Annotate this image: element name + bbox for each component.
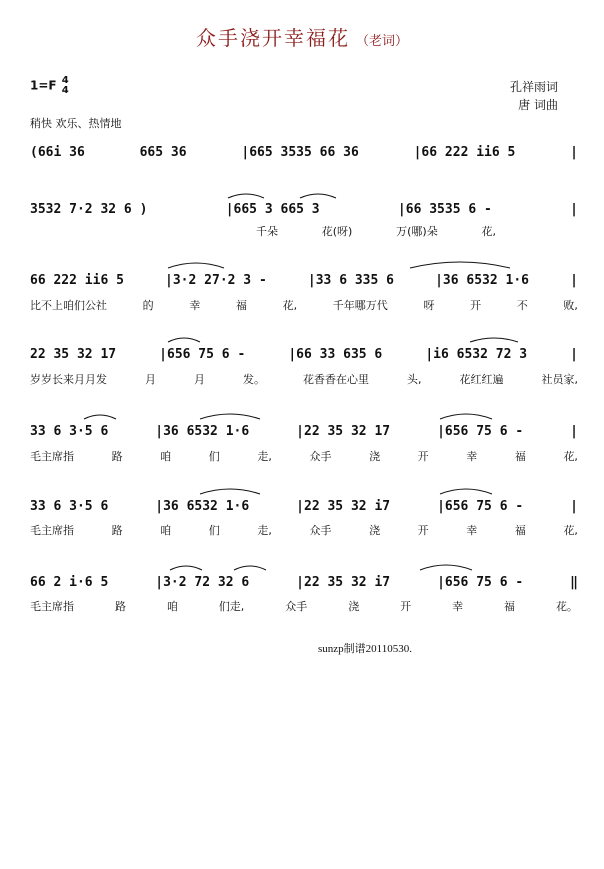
measure: |656 75 6 - xyxy=(159,346,246,362)
lyric: 众手 xyxy=(309,450,332,463)
measure: |33 6 335 6 xyxy=(307,272,394,288)
slur xyxy=(440,489,492,494)
bar-line: | xyxy=(570,346,578,362)
music-row-6 xyxy=(30,496,578,516)
time-unit: 4 xyxy=(61,85,69,96)
title-subtitle: （老词） xyxy=(355,34,408,49)
measure: 66 2 i·6 5 xyxy=(30,574,109,590)
measure: |665 3 665 3 xyxy=(225,201,320,217)
slur xyxy=(170,566,202,570)
measure: |i6 6532 72 3 xyxy=(425,346,528,362)
lyric: 千朵 xyxy=(256,225,278,238)
measure: 665 36 xyxy=(139,144,187,160)
slur xyxy=(234,566,266,570)
lyric: 福 xyxy=(514,450,526,463)
lyric: 路 xyxy=(114,600,126,613)
measure: |36 6532 1·6 xyxy=(155,498,250,514)
slur xyxy=(470,338,518,342)
bar-line: | xyxy=(570,423,578,439)
lyric: 咱 xyxy=(160,450,172,463)
lyric: 的 xyxy=(142,299,154,312)
lyric: 花, xyxy=(481,225,496,238)
lyric: 毛主席指 xyxy=(30,450,74,463)
bar-line: | xyxy=(570,144,578,160)
bar-line: | xyxy=(570,272,578,288)
lyric: 福 xyxy=(514,524,526,537)
measure: |66 33 635 6 xyxy=(288,346,383,362)
measure: |3·2 27·2 3 - xyxy=(165,272,267,288)
lyric: 浇 xyxy=(369,450,381,463)
lyric: 浇 xyxy=(348,600,360,613)
slur xyxy=(440,414,492,419)
lyric: 花(呀) xyxy=(321,225,353,238)
slur xyxy=(410,262,510,268)
measure: |665 3535 66 36 xyxy=(241,144,359,160)
music-row-2 xyxy=(30,199,578,219)
measure: |36 6532 1·6 xyxy=(155,423,250,439)
lyric: 们 xyxy=(208,450,220,463)
lyric: 路 xyxy=(111,450,123,463)
measure: |66 222 ii6 5 xyxy=(413,144,516,160)
key-text: 1=F xyxy=(30,78,57,93)
lyric: 咱 xyxy=(160,524,172,537)
lyric: 走, xyxy=(257,450,272,463)
lyric: 幸 xyxy=(466,450,478,463)
lyric: 开 xyxy=(400,600,412,613)
lyric: 月 xyxy=(145,373,156,386)
lyric: 头, xyxy=(407,373,422,386)
lyric: 月 xyxy=(194,373,205,386)
lyric: 比不上咱们公社 xyxy=(30,299,107,312)
measure: |22 35 32 i7 xyxy=(296,574,391,590)
tempo-marking: 稍快 欢乐、热情地 xyxy=(30,117,122,130)
slur xyxy=(228,194,264,198)
measure: 33 6 3·5 6 xyxy=(30,498,109,514)
bar-line: | xyxy=(570,201,578,217)
lyricist-credit: 孔祥雨词 xyxy=(509,80,558,94)
lyrics-row-5 xyxy=(30,448,578,464)
measure: |22 35 32 17 xyxy=(296,423,391,439)
lyric: 花红红遍 xyxy=(459,373,504,386)
lyrics-row-7 xyxy=(30,598,578,614)
music-row-5 xyxy=(30,421,578,441)
lyric: 毛主席指 xyxy=(30,600,74,613)
title-text: 众手浇开幸福花 xyxy=(195,26,350,50)
key-signature xyxy=(30,76,69,96)
measure: |656 75 6 - xyxy=(437,574,524,590)
slur xyxy=(420,565,472,570)
lyric: 走, xyxy=(257,524,272,537)
lyric: 不 xyxy=(516,299,528,312)
measure: |3·2 72 32 6 xyxy=(155,574,250,590)
music-row-3 xyxy=(30,270,578,290)
lyric: 幸 xyxy=(466,524,478,537)
measure: |66 3535 6 - xyxy=(397,201,492,217)
lyric: 幸 xyxy=(452,600,464,613)
lyrics-row-4 xyxy=(30,371,578,387)
lyric: 岁岁长来月月发 xyxy=(30,373,107,386)
lyric: 开 xyxy=(470,299,482,312)
measure: |22 35 32 i7 xyxy=(296,498,391,514)
slur xyxy=(200,489,260,494)
lyric: 千年哪万代 xyxy=(332,299,388,312)
song-title xyxy=(0,22,604,51)
lyric: 花, xyxy=(563,450,578,463)
lyric: 们走, xyxy=(218,600,245,613)
slur xyxy=(300,194,336,198)
lyric: 花香香在心里 xyxy=(303,373,369,386)
lyric: 们 xyxy=(208,524,220,537)
slur xyxy=(168,263,224,268)
slur xyxy=(84,415,116,419)
lyric: 呀 xyxy=(423,299,435,312)
slur xyxy=(200,414,260,419)
lyric: 开 xyxy=(417,450,429,463)
slur xyxy=(168,338,200,342)
lyric: 浇 xyxy=(369,524,381,537)
measure: |36 6532 1·6 xyxy=(435,272,530,288)
lyric: 幸 xyxy=(189,299,201,312)
lyric: 众手 xyxy=(285,600,308,613)
music-row-1 xyxy=(30,142,578,162)
lyric: 众手 xyxy=(309,524,332,537)
lyrics-row-3 xyxy=(30,297,578,313)
measure: (66i 36 xyxy=(30,144,85,160)
lyric: 开 xyxy=(417,524,429,537)
lyric: 毛主席指 xyxy=(30,524,74,537)
lyric: 社员家, xyxy=(541,373,578,386)
measure: 66 222 ii6 5 xyxy=(30,272,124,288)
lyric: 败, xyxy=(563,299,578,312)
music-row-7 xyxy=(30,572,578,592)
lyric: 花。 xyxy=(555,600,578,613)
final-bar-line: ‖ xyxy=(570,574,578,590)
lyric: 万(哪)朵 xyxy=(396,225,438,238)
measure: 3532 7·2 32 6 ) xyxy=(30,201,148,217)
music-row-4 xyxy=(30,344,578,364)
measure: |656 75 6 - xyxy=(437,423,524,439)
lyric: 路 xyxy=(111,524,123,537)
lyric: 福 xyxy=(504,600,515,613)
time-signature xyxy=(62,76,69,96)
measure: |656 75 6 - xyxy=(437,498,524,514)
lyric: 花, xyxy=(282,299,298,312)
lyrics-row-2 xyxy=(256,223,496,239)
lyric: 发。 xyxy=(243,373,265,386)
composer-credit: 唐 词曲 xyxy=(518,98,558,112)
lyric: 福 xyxy=(235,299,247,312)
measure: 22 35 32 17 xyxy=(30,346,117,362)
lyrics-row-6 xyxy=(30,522,578,538)
time-beats: 4 xyxy=(61,75,69,86)
arranger-footer: sunzp制谱20110530. xyxy=(318,643,413,655)
lyric: 咱 xyxy=(166,600,178,613)
lyric: 花, xyxy=(563,524,578,537)
measure: 33 6 3·5 6 xyxy=(30,423,109,439)
bar-line: | xyxy=(570,498,578,514)
